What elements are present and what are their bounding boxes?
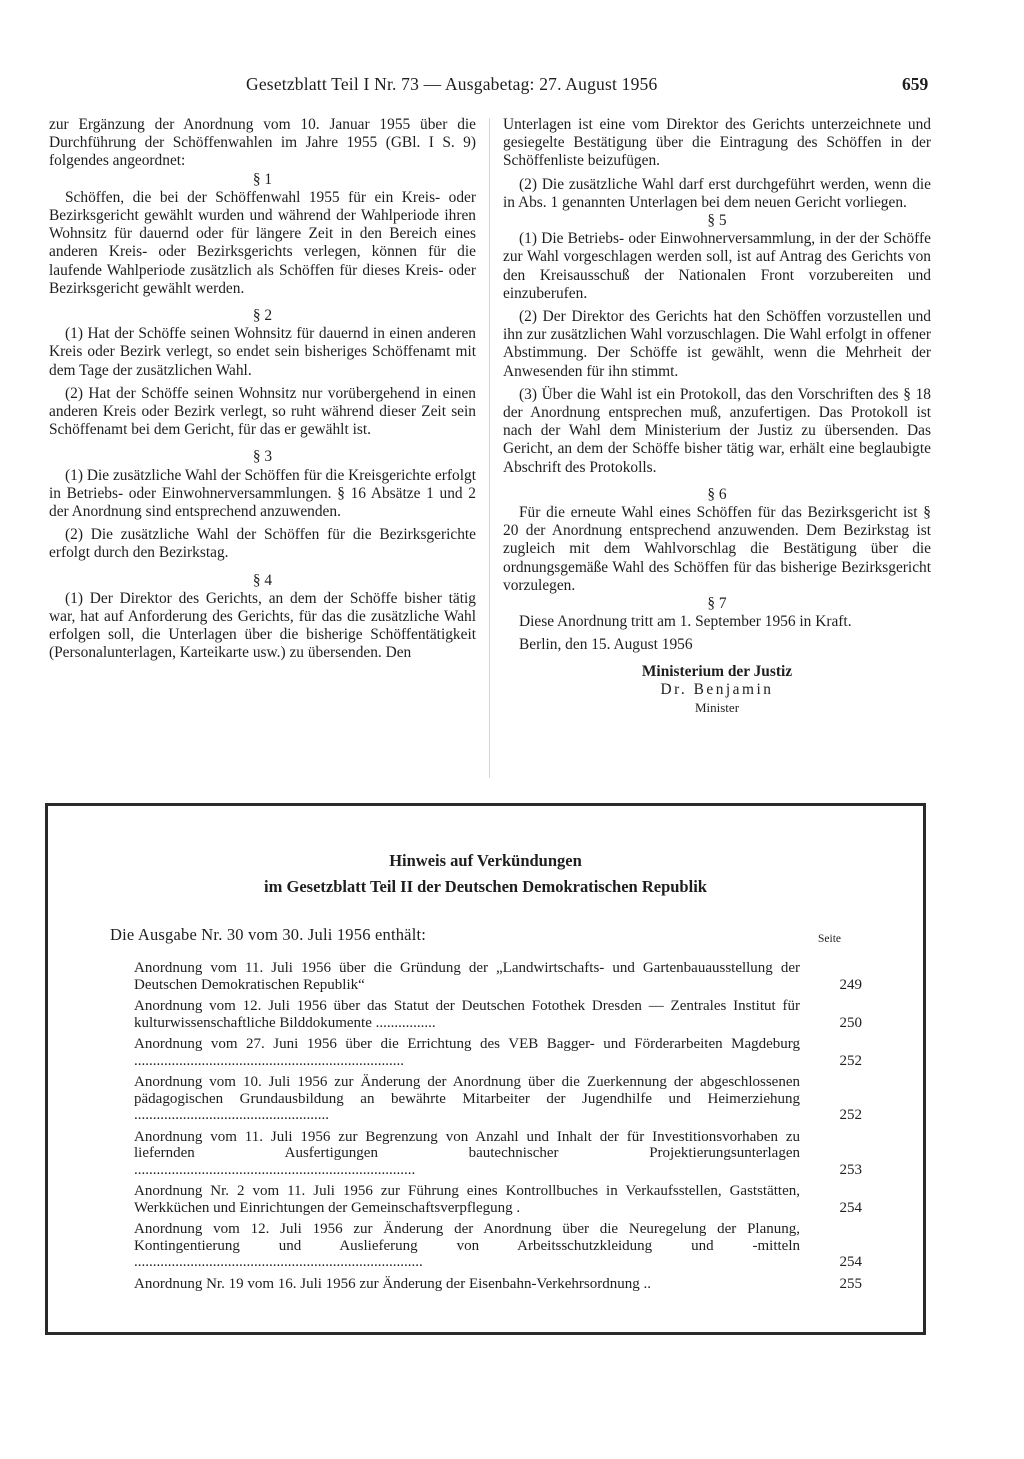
list-item xyxy=(134,998,862,1031)
section-3-paragraph-1: (1) Die zusätzliche Wahl der Schöffen für die Kreisgerichte erfolgt in Betriebs- oder Einwohnerversammlungen. § 16 Absätze 1 und 2 der Anordnung sind entsprechend anzuwenden. xyxy=(49,466,476,521)
entry-text: Anordnung Nr. 2 vom 11. Juli 1956 zur Führung eines Kontrollbuches in Verkaufsstellen, Gaststätten, Werkküchen und Einrichtungen der Gemeinschaftsverpflegung . xyxy=(134,1183,800,1216)
section-3-paragraph-2: (2) Die zusätzliche Wahl der Schöffen für die Bezirksgerichte erfolgt durch den Bezirkstag. xyxy=(49,526,476,562)
intro-paragraph: zur Ergänzung der Anordnung vom 10. Januar 1955 über die Durchführung der Schöffenwahlen im Jahre 1955 (GBl. I S. 9) folgendes angeordnet: xyxy=(49,116,476,170)
date-line: Berlin, den 15. August 1956 xyxy=(519,636,693,654)
list-item xyxy=(134,960,862,993)
entry-text: Anordnung vom 12. Juli 1956 zur Änderung der Anordnung über die Neuregelung der Planung, Kontingentierung und Auslieferung von Arbeitsschutzkleidung und -mitteln ............................................................................. xyxy=(134,1221,800,1270)
right-column xyxy=(503,116,931,717)
page-column-label: Seite xyxy=(818,933,841,945)
page-header xyxy=(0,74,1024,98)
section-4-paragraph-2: (2) Die zusätzliche Wahl darf erst durchgeführt werden, wenn die in Abs. 1 genannten Unterlagen bei dem neuen Gericht vorliegen. xyxy=(503,175,931,211)
section-2-paragraph-1: (1) Hat der Schöffe seinen Wohnsitz für dauernd in einen anderen Kreis oder Bezirk verlegt, so endet sein bisheriges Schöffenamt mit dem Tage der zusätzlichen Wahl. xyxy=(49,325,476,379)
section-6-text: Für die erneute Wahl eines Schöffen für das Bezirksgericht ist § 20 der Anordnung entsprechend anzuwenden. Dem Bezirkstag ist zugleich mit dem Wahlvorschlag die Bestätigung über die ordnungsgemäße Wahl des Schöffen für das bisherige Bezirksgericht vorzulegen. xyxy=(503,504,931,594)
list-item xyxy=(134,1074,862,1124)
entry-text: Anordnung vom 10. Juli 1956 zur Änderung der Anordnung über die Zuerkennung der abgeschlossenen pädagogischen Grundausbildung an bewährte Mitarbeiter der Jugendhilfe und Heimerziehung .................................................... xyxy=(134,1074,800,1123)
header-title: Gesetzblatt Teil I Nr. 73 — Ausgabetag: 27. August 1956 xyxy=(246,74,658,94)
section-5-paragraph-3: (3) Über die Wahl ist ein Protokoll, das den Vorschriften des § 18 der Anordnung entsprechen muß, anzufertigen. Das Protokoll ist nach der Wahl dem Ministerium der Justiz zu übersenden. Das Gericht, an dem der Schöffe bisher tätig war, erhält eine beglaubigte Abschrift des Protokolls. xyxy=(503,385,931,476)
entry-page: 249 xyxy=(839,976,862,993)
section-4-paragraph-1: (1) Der Direktor des Gerichts, an dem der Schöffe bisher tätig war, hat auf Anforderung des Gerichts, für das die zusätzliche Wahl erfolgen soll, die Unterlagen über die bisherige Schöffentätigkeit (Personalunterlagen, Karteikarte usw.) zu übersenden. Den xyxy=(49,589,476,662)
notice-title-line-1: Hinweis auf Verkündungen xyxy=(389,851,582,870)
section-1-heading: § 1 xyxy=(252,170,273,188)
section-5-paragraph-2: (2) Der Direktor des Gerichts hat den Schöffen vorzustellen und ihn zur zusätzlichen Wahl vorzuschlagen. Die Wahl erfolgt in offener Abstimmung. Der Schöffe ist gewählt, wenn die Mehrheit der Anwesenden für ihn stimmt. xyxy=(503,308,931,380)
signature-block xyxy=(503,663,931,718)
section-1-text: Schöffen, die bei der Schöffenwahl 1955 für ein Kreis- oder Bezirksgericht gewählt wurden und während der Wahlperiode ihren Wohnsitz für dauernd oder für längere Zeit in den Bereich eines anderen Kreis- oder Bezirksgerichts verlegen, können für die laufende Wahlperiode zusätzlich als Schöffen für dieses Kreis- oder Bezirksgericht gewählt werden. xyxy=(49,188,476,297)
section-4-heading: § 4 xyxy=(252,571,273,589)
entry-page: 253 xyxy=(839,1161,862,1178)
section-4-continuation: Unterlagen ist eine vom Direktor des Gerichts unterzeichnete und gesiegelte Bestätigung über die Eintragung des Schöffen in der Schöffenliste beizufügen. xyxy=(503,116,931,170)
entry-text: Anordnung vom 11. Juli 1956 über die Gründung der „Landwirtschafts- und Gartenbauausstellung der Deutschen Demokratischen Republik“ xyxy=(134,960,800,993)
notice-box xyxy=(45,803,926,1335)
entry-page: 252 xyxy=(839,1107,862,1123)
list-item xyxy=(134,1036,862,1069)
section-5-heading: § 5 xyxy=(707,212,727,230)
left-column xyxy=(49,116,476,663)
entry-page: 250 xyxy=(839,1014,862,1031)
list-item xyxy=(134,1276,862,1293)
entry-text: Anordnung vom 27. Juni 1956 über die Errichtung des VEB Bagger- und Förderarbeiten Magdeburg ........................................................................ xyxy=(134,1036,800,1069)
entry-text: Anordnung Nr. 19 vom 16. Juli 1956 zur Änderung der Eisenbahn-Verkehrsordnung .. xyxy=(134,1275,651,1292)
ministry-name: Ministerium der Justiz xyxy=(641,662,793,680)
section-2-paragraph-2: (2) Hat der Schöffe seinen Wohnsitz nur vorübergehend in einen anderen Kreis oder Bezirk verlegt, so ruht während dieser Zeit sein Schöffenamt bei dem Gericht, für das er gewählt ist. xyxy=(49,384,476,439)
section-3-heading: § 3 xyxy=(252,448,273,466)
list-item xyxy=(134,1129,862,1179)
notice-intro: Die Ausgabe Nr. 30 vom 30. Juli 1956 enthält: xyxy=(110,925,427,944)
entry-page: 254 xyxy=(839,1199,862,1216)
entry-page: 255 xyxy=(839,1275,862,1292)
section-5-paragraph-1: (1) Die Betriebs- oder Einwohnerversammlung, in der der Schöffe zur Wahl vorgeschlagen werden soll, ist auf Antrag des Gerichts von den Kreisausschuß der Nationalen Front vorzubereiten und einzuberufen. xyxy=(503,230,931,302)
section-2-heading: § 2 xyxy=(252,307,273,325)
section-7-text: Diese Anordnung tritt am 1. September 1956 in Kraft. xyxy=(519,613,852,631)
section-7-heading: § 7 xyxy=(707,595,727,613)
entry-page: 252 xyxy=(839,1052,862,1069)
list-item xyxy=(134,1183,862,1216)
column-divider xyxy=(489,118,490,778)
entry-text: Anordnung vom 11. Juli 1956 zur Begrenzung von Anzahl und Inhalt der für Investitionsvorhaben zu liefernden Ausfertigungen bautechnischer Projektierungsunterlagen ........................................................................... xyxy=(134,1128,800,1178)
signer-name: Dr. Benjamin xyxy=(660,680,774,698)
signer-title: Minister xyxy=(694,700,740,716)
page-number: 659 xyxy=(902,74,929,94)
entry-text: Anordnung vom 12. Juli 1956 über das Statut der Deutschen Fotothek Dresden — Zentrales Institut für kulturwissenschaftliche Bilddokumente ................ xyxy=(134,998,800,1031)
list-item xyxy=(134,1221,862,1271)
notice-entry-list xyxy=(134,960,862,1297)
notice-title-line-2: im Gesetzblatt Teil II der Deutschen Demokratischen Republik xyxy=(264,877,707,896)
entry-page: 254 xyxy=(839,1254,862,1270)
section-6-heading: § 6 xyxy=(707,485,727,503)
